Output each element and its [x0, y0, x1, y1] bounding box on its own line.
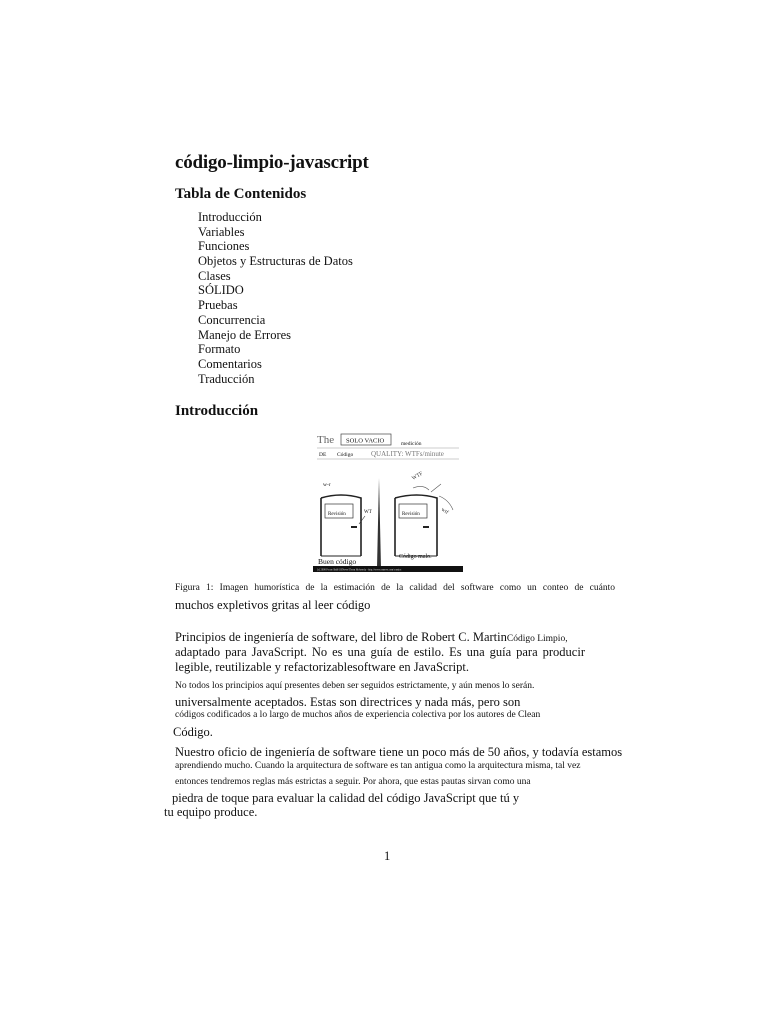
- comic-left-wt: WT: [364, 510, 372, 515]
- paragraph-2-line-4: Código.: [173, 725, 213, 739]
- book-title-link[interactable]: Código Limpio,: [506, 634, 568, 644]
- comic-row2-code: Código: [337, 452, 354, 458]
- paragraph-3-line-1: Nuestro oficio de ingeniería de software tiene un poco más de 50 años, y todavía estamos: [175, 745, 623, 759]
- comic-row2-quality: QUALITY: WTFs/minute: [371, 450, 444, 458]
- introduction-heading: Introducción: [175, 403, 259, 419]
- paragraph-3-line-3: entonces tendremos reglas más estrictas a seguir. Por ahora, que estas pautas sirvan como una: [175, 777, 531, 787]
- figure-caption-small: Figura 1: Imagen humorística de la estimación de la calidad del software como un conteo de cuánto: [175, 583, 615, 593]
- comic-credit: (c) 2008 Focus Shift/OSNews/Thom Holwerda - http://www.osnews.com/comics: [317, 568, 402, 572]
- wtf-comic-figure: [313, 432, 463, 572]
- comic-right-wtf1: WTF: [411, 470, 425, 482]
- comic-bad-label: Código malo.: [399, 554, 432, 560]
- toc-heading: Tabla de Contenidos: [175, 186, 307, 202]
- paragraph-2-line-2: universalmente aceptados. Estas son directrices y nada más, pero son: [175, 695, 521, 709]
- figure-caption-large: muchos expletivos gritas al leer código: [175, 598, 371, 612]
- document-title: código-limpio-javascript: [175, 152, 369, 173]
- paragraph-2-line-1: No todos los principios aquí presentes deben ser seguidos estrictamente, y aún menos lo serán.: [175, 681, 535, 691]
- comic-row2-left: DE: [319, 452, 327, 458]
- paragraph-2-line-3: códigos codificados a lo largo de muchos años de experiencia colectiva por los autores de Clean: [175, 710, 541, 720]
- comic-left-room: Revisión: [328, 512, 346, 517]
- comic-header-boxed: SOLO VACIO: [346, 437, 385, 445]
- comic-right-wtf2: wtf: [439, 506, 450, 516]
- paragraph-1-text: Principios de ingeniería de software, del libro de Robert C. Martin: [175, 630, 507, 644]
- paragraph-3-line-5: tu equipo produce.: [164, 805, 258, 819]
- paragraph-1-line-1: [175, 630, 568, 645]
- comic-right-room: Revisión: [402, 512, 420, 517]
- paragraph-1-line-3: legible, reutilizable y refactorizablesoftware en JavaScript.: [175, 660, 469, 674]
- paragraph-3-line-2: aprendiendo mucho. Cuando la arquitectura de software es tan antigua como la arquitectura misma, tal vez: [175, 761, 581, 771]
- comic-header-left: The: [317, 434, 335, 446]
- document-page: código-limpio-javascript Tabla de Contenidos Introducción Variables Funciones Objetos y Estructuras de Datos Clases SÓLIDO Pruebas Concurrencia Manejo de Errores Formato Comentarios Traducción Introducción The SOLO VACIO medición DE Código QUALITY: WTFs/minute w-r Revisión WT Revisión WTF wtf Buen código Código malo. (c) 2008 Focus Shift/OSNews/Thom Holwerda - http://www.osnews.com/comics Figura 1: Imagen humorística de la estimación de la calidad del software como un conteo de cuánto muchos expletivos gritas al leer código Principios de ingeniería de software, del libro de Robert C. MartinCódigo Limpio, adaptado para JavaScript. No es una guía de estilo. Es una guía para producir legible, reutilizable y refactorizablesoftware en JavaScript. No todos los principios aquí presentes deben ser seguidos estrictamente, y aún menos lo serán. universalmente aceptados. Estas son directrices y nada más, pero son códigos codificados a lo largo de muchos años de experiencia colectiva por los autores de Clean Código. Nuestro oficio de ingeniería de software tiene un poco más de 50 años, y todavía estamos aprendiendo mucho. Cuando la arquitectura de software es tan antigua como la arquitectura misma, tal vez entonces tendremos reglas más estrictas a seguir. Por ahora, que estas pautas sirvan como una piedra de toque para evaluar la calidad del código JavaScript que tú y tu equipo produce. 1: [164, 152, 623, 863]
- page-number: 1: [384, 849, 391, 863]
- comic-header-right: medición: [401, 441, 422, 447]
- paragraph-1-line-2: adaptado para JavaScript. No es una guía de estilo. Es una guía para producir: [175, 645, 585, 659]
- comic-good-label: Buen código: [318, 557, 357, 566]
- comic-left-wtf: w-r: [323, 482, 331, 488]
- paragraph-3-line-4: piedra de toque para evaluar la calidad del código JavaScript que tú y: [172, 791, 520, 805]
